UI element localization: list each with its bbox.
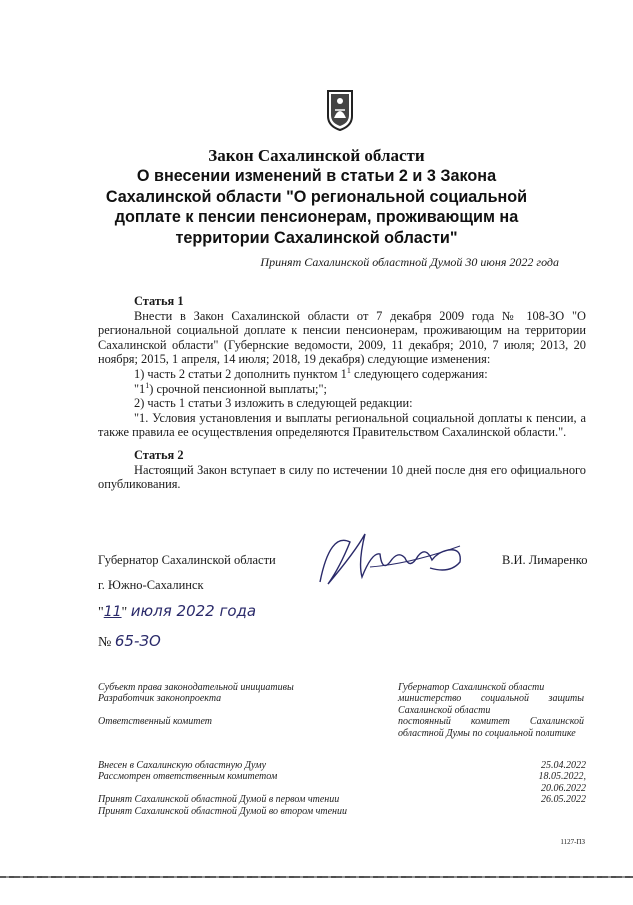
scan-edge-line	[0, 876, 633, 878]
article-1-quote-1: "$1^1$) срочной пенсионной выплаты;";	[134, 380, 327, 396]
article-1-heading: Статья 1	[134, 294, 184, 308]
governor-label: Губернатор Сахалинской области	[98, 553, 276, 567]
event-row: Принят Сахалинской областной Думой во втором чтении	[98, 805, 348, 817]
article-2	[98, 448, 586, 492]
adoption-note: Принят Сахалинской областной Думой 30 июня 2022 года	[260, 255, 559, 269]
article-1-intro: Внести в Закон Сахалинской области от 7 декабря 2009 года № 108-ЗО "О региональной социальной доплате к пенсии пенсионерам, проживающим на территории Сахалинской области" (Губернские ведомости, 2009, 11 декабря; 2010, 7 июля; 2013, 20 ноября; 2015, 1 апреля, 14 июля; 2018, 19 декабря) следующие изменения:	[98, 308, 586, 367]
title-line: территории Сахалинской области"	[175, 228, 458, 247]
governor-name: В.И. Лимаренко	[502, 553, 588, 567]
date-day: 11	[103, 604, 122, 620]
title-line: Сахалинской области "О региональной социальной	[105, 187, 528, 206]
city: г. Южно-Сахалинск	[98, 578, 204, 592]
event-row: Принят Сахалинской областной Думой в первом чтении 26.05.2022	[98, 794, 586, 806]
date-month-year: июля 2022 года	[130, 602, 257, 620]
article-1	[98, 294, 586, 440]
document-code: 1127-ПЗ	[560, 838, 585, 846]
law-title	[60, 166, 573, 248]
law-label: Закон Сахалинской области	[208, 146, 425, 165]
signing-date: "11" июля 2022 года	[98, 602, 257, 620]
footer-events	[98, 760, 586, 817]
footer-left: Субъект права законодательной инициативы Разработчик законопроекта Ответственный комитет	[98, 682, 294, 727]
event-row: Внесен в Сахалинскую областную Думу 25.04.2022	[98, 760, 586, 771]
article-2-heading: Статья 2	[134, 448, 184, 462]
footer-right: Губернатор Сахалинской области министерство социальной защиты Сахалинской области постоянный комитет Сахалинской областной Думы по социальной политике	[398, 682, 584, 739]
article-1-quote-2: "1. Условия установления и выплаты региональной социальной доплаты к пенсии, а также правила ее осуществления определяются Правительством Сахалинской области.".	[98, 410, 586, 440]
article-1-item-1: 1) часть 2 статьи 2 дополнить пунктом $1^1$ следующего содержания:	[134, 365, 488, 381]
law-number-value: 65-ЗО	[114, 632, 161, 650]
title-line: доплате к пенсии пенсионерам, проживающим на	[114, 208, 519, 226]
article-1-item-2: 2) часть 1 статьи 3 изложить в следующей редакции:	[134, 396, 413, 411]
signature-icon	[310, 522, 480, 592]
title-line: О внесении изменений в статьи 2 и 3 Закона	[136, 167, 497, 185]
article-2-text: Настоящий Закон вступает в силу по истечении 10 дней после дня его официального опубликования.	[98, 462, 586, 492]
event-row: Рассмотрен ответственным комитетом 18.05.2022,	[98, 771, 586, 783]
event-row: 20.06.2022	[541, 782, 586, 794]
law-number: № 65-ЗО	[98, 632, 161, 650]
coat-of-arms-icon	[325, 88, 355, 132]
